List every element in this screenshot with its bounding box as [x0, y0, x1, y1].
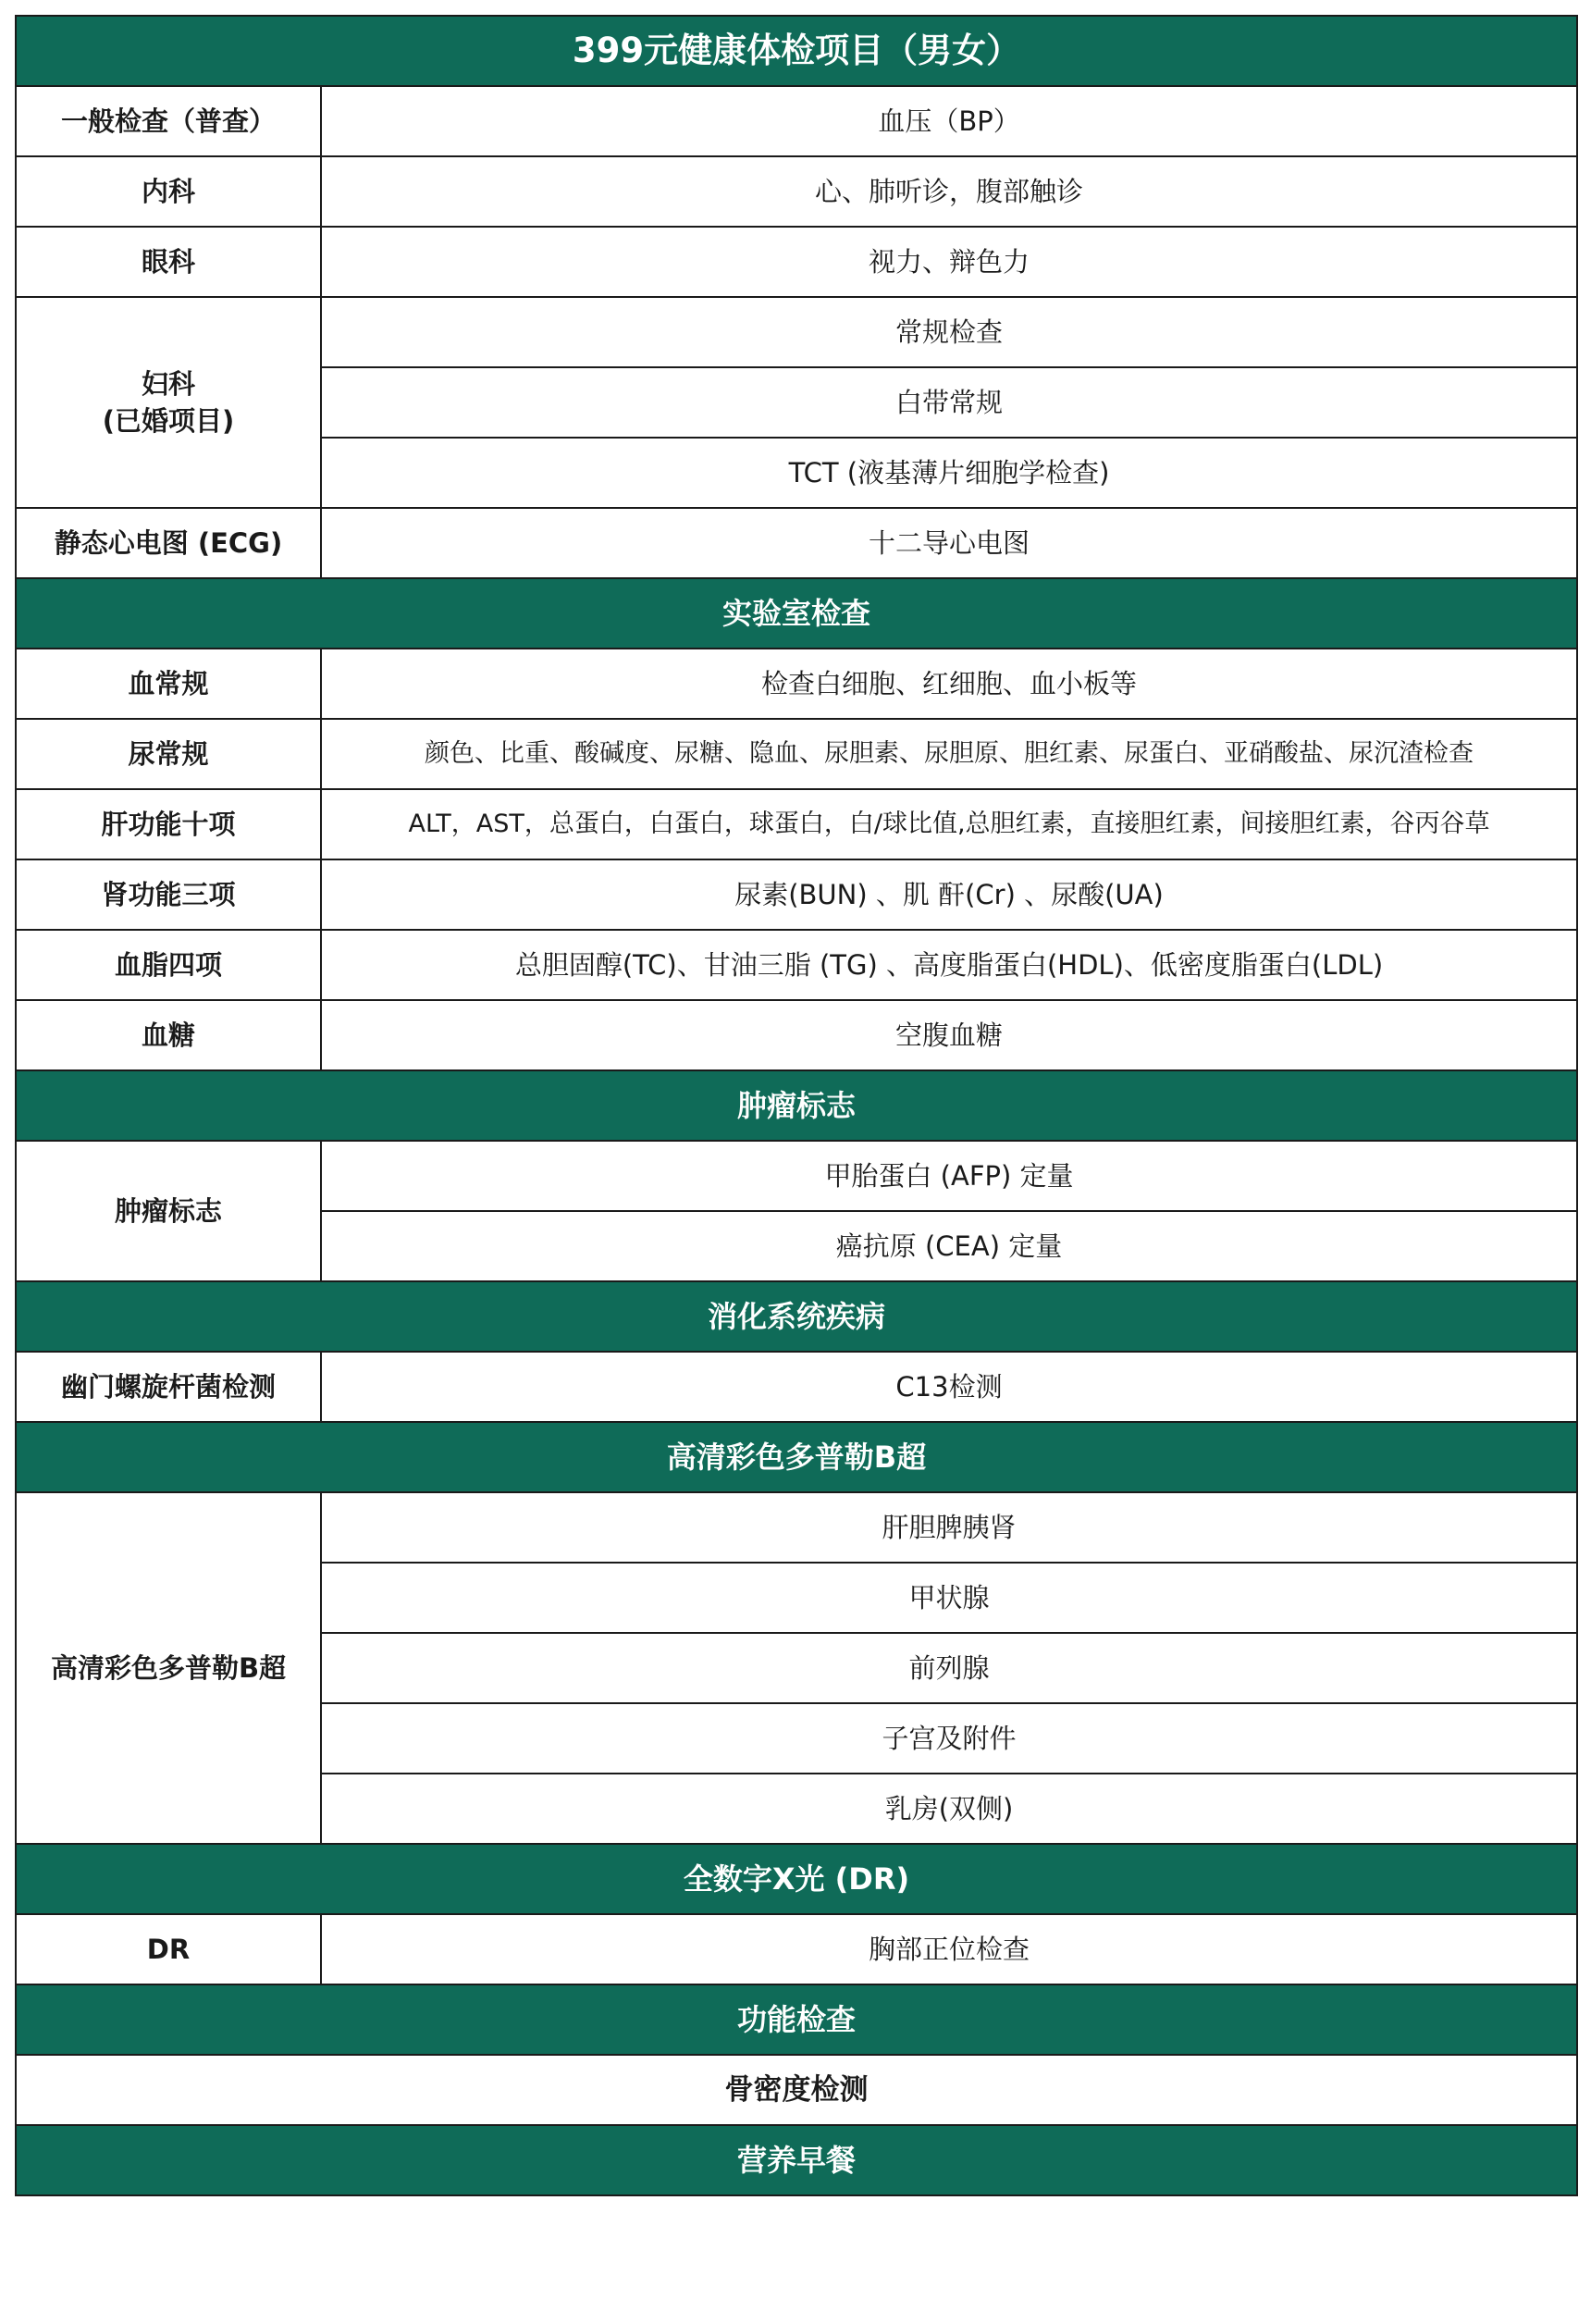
- row-item: 癌抗原 (CEA) 定量: [321, 1211, 1577, 1281]
- row-item: 胸部正位检查: [321, 1914, 1577, 1984]
- section-heading-xray: 全数字X光 (DR): [16, 1844, 1577, 1914]
- row-item: 前列腺: [321, 1633, 1577, 1703]
- row-item: 乳房(双侧): [321, 1774, 1577, 1844]
- row-label: 幽门螺旋杆菌检测: [16, 1352, 321, 1422]
- section-row: [16, 1984, 1577, 2055]
- table-row: [16, 789, 1577, 859]
- table-row: [16, 508, 1577, 578]
- table-row: [16, 227, 1577, 297]
- title-row: [16, 16, 1577, 86]
- checkup-table: [15, 15, 1578, 2196]
- row-label: 血脂四项: [16, 930, 321, 1000]
- row-item: 血压（BP）: [321, 86, 1577, 156]
- section-row: [16, 578, 1577, 649]
- section-row: [16, 1070, 1577, 1141]
- row-item: 白带常规: [321, 367, 1577, 438]
- row-item: 子宫及附件: [321, 1703, 1577, 1774]
- row-label-line: (已婚项目): [102, 405, 235, 437]
- row-item: 尿素(BUN) 、肌 酐(Cr) 、尿酸(UA): [321, 859, 1577, 930]
- row-item: 颜色、比重、酸碱度、尿糖、隐血、尿胆素、尿胆原、胆红素、尿蛋白、亚硝酸盐、尿沉渣检查: [321, 719, 1577, 789]
- table-row: [16, 86, 1577, 156]
- row-label: 一般检查（普查）: [16, 86, 321, 156]
- table-row: [16, 1914, 1577, 1984]
- row-item: 心、肺听诊，腹部触诊: [321, 156, 1577, 227]
- section-row: [16, 1844, 1577, 1914]
- row-item: 空腹血糖: [321, 1000, 1577, 1070]
- table-row: [16, 930, 1577, 1000]
- row-label: 静态心电图 (ECG): [16, 508, 321, 578]
- section-heading-breakfast: 营养早餐: [16, 2125, 1577, 2195]
- table-row: [16, 1141, 1577, 1211]
- row-label: 肝功能十项: [16, 789, 321, 859]
- section-heading-digestive: 消化系统疾病: [16, 1281, 1577, 1352]
- section-row: [16, 1281, 1577, 1352]
- row-label: 血糖: [16, 1000, 321, 1070]
- row-item: ALT，AST，总蛋白，白蛋白，球蛋白，白/球比值,总胆红素，直接胆红素，间接胆红素，谷丙谷草: [321, 789, 1577, 859]
- table-row: [16, 859, 1577, 930]
- row-label: 尿常规: [16, 719, 321, 789]
- row-item: C13检测: [321, 1352, 1577, 1422]
- row-item-bone-density: 骨密度检测: [16, 2055, 1577, 2125]
- row-item: 肝胆脾胰肾: [321, 1492, 1577, 1563]
- row-label-gynecology: [16, 297, 321, 508]
- table-row: [16, 719, 1577, 789]
- row-item: 甲胎蛋白 (AFP) 定量: [321, 1141, 1577, 1211]
- section-heading-tumor: 肿瘤标志: [16, 1070, 1577, 1141]
- row-label: 肾功能三项: [16, 859, 321, 930]
- page-title: 399元健康体检项目（男女）: [16, 16, 1577, 86]
- row-item: 甲状腺: [321, 1563, 1577, 1633]
- row-item: 十二导心电图: [321, 508, 1577, 578]
- table-row: [16, 2055, 1577, 2125]
- row-item: 总胆固醇(TC)、甘油三脂 (TG) 、高度脂蛋白(HDL)、低密度脂蛋白(LDL): [321, 930, 1577, 1000]
- table-row: [16, 156, 1577, 227]
- row-item: 视力、辩色力: [321, 227, 1577, 297]
- row-label: 眼科: [16, 227, 321, 297]
- section-heading-ultrasound: 高清彩色多普勒B超: [16, 1422, 1577, 1492]
- row-label: 内科: [16, 156, 321, 227]
- section-row: [16, 2125, 1577, 2195]
- table-row: [16, 1352, 1577, 1422]
- row-item: TCT (液基薄片细胞学检查): [321, 438, 1577, 508]
- row-label-line: 妇科: [141, 368, 195, 400]
- table-row: [16, 649, 1577, 719]
- row-label: 高清彩色多普勒B超: [16, 1492, 321, 1844]
- row-label: DR: [16, 1914, 321, 1984]
- table-row: [16, 1492, 1577, 1563]
- table-row: [16, 1000, 1577, 1070]
- row-item: 检查白细胞、红细胞、血小板等: [321, 649, 1577, 719]
- row-label: 血常规: [16, 649, 321, 719]
- row-item: 常规检查: [321, 297, 1577, 367]
- section-row: [16, 1422, 1577, 1492]
- section-heading-function: 功能检查: [16, 1984, 1577, 2055]
- row-label: 肿瘤标志: [16, 1141, 321, 1281]
- section-heading-lab: 实验室检查: [16, 578, 1577, 649]
- table-row: [16, 297, 1577, 367]
